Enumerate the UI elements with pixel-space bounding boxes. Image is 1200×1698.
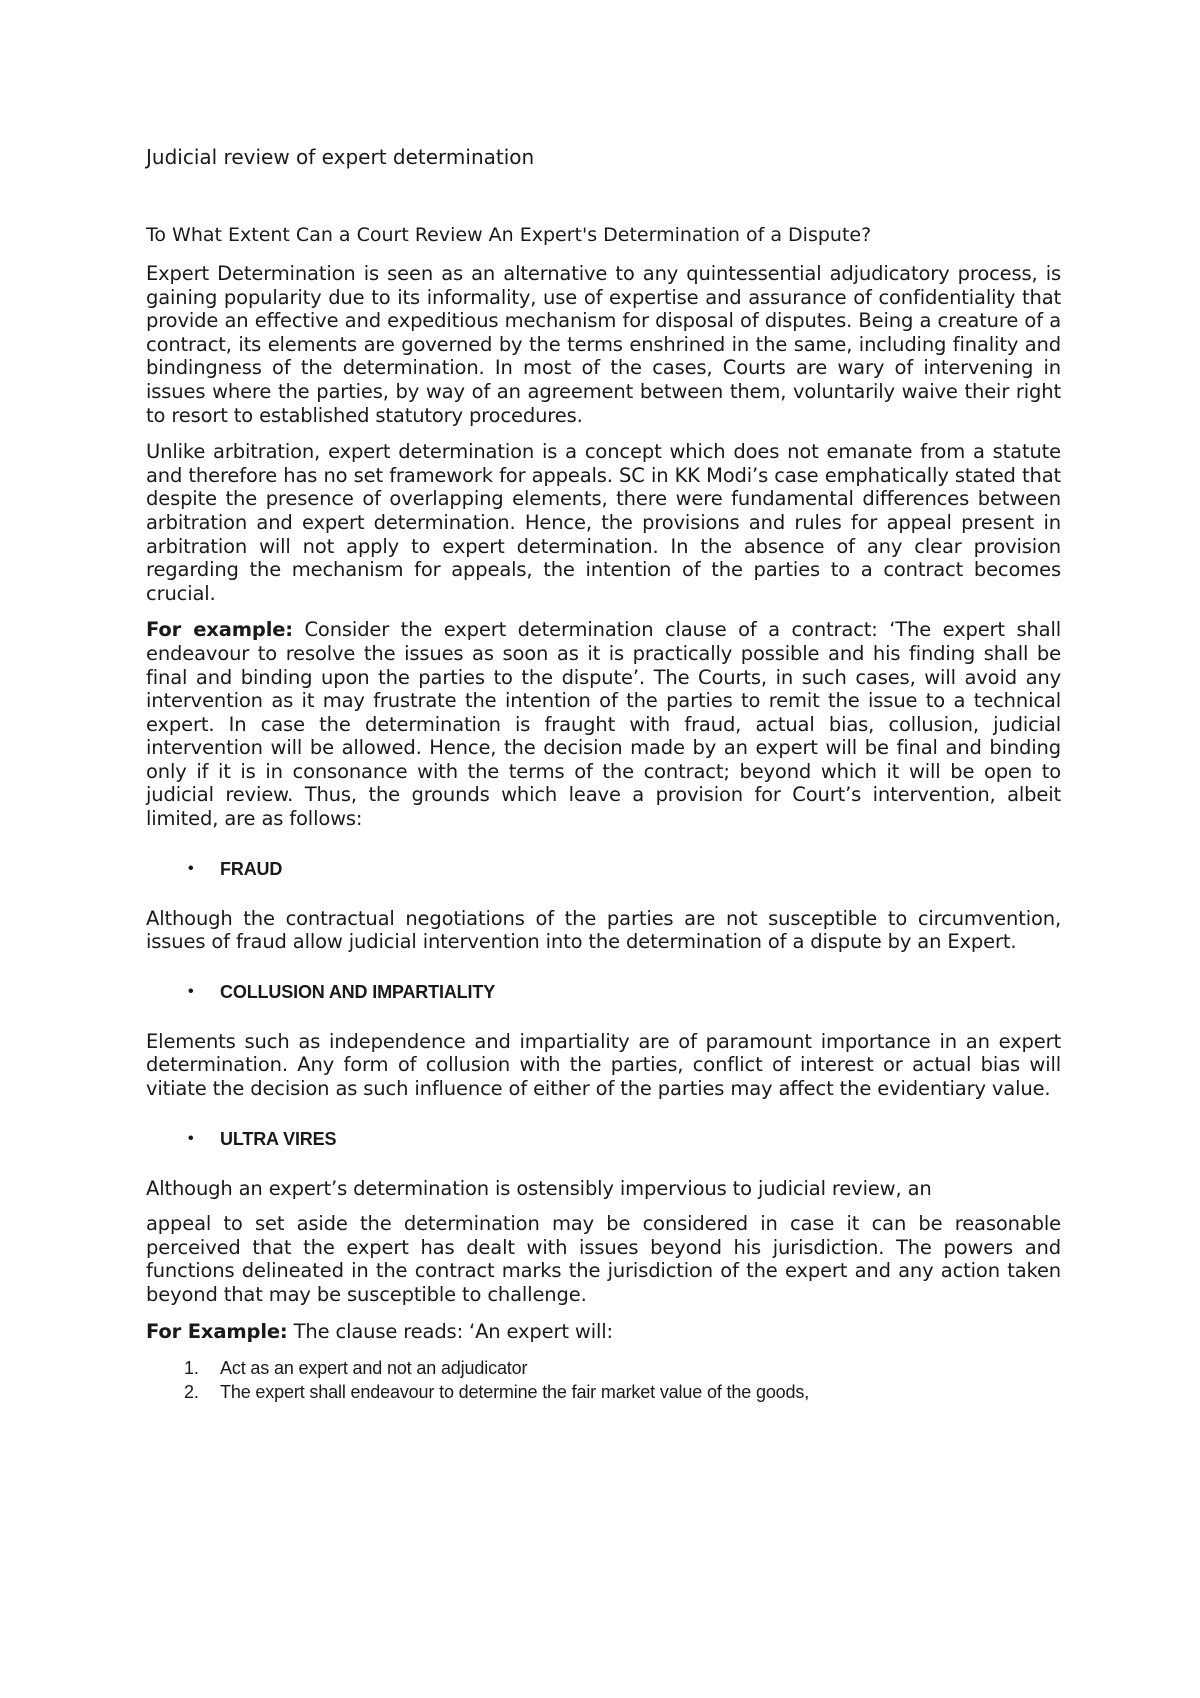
paragraph-fraud: Although the contractual negotiations of the parties are not susceptible to circumvention, issues of fraud allow judicial intervention into the determination of a dispute by an Expert. <box>146 906 1061 954</box>
bullet-collusion-label: COLLUSION AND IMPARTIALITY <box>220 981 496 1002</box>
bullet-collusion <box>146 980 1061 1004</box>
clause-lead: For Example: <box>146 1319 288 1343</box>
document-subtitle: To What Extent Can a Court Review An Expert's Determination of a Dispute? <box>146 224 872 246</box>
list-item <box>146 1356 1061 1380</box>
bullet-dot: • <box>188 859 194 877</box>
bullet-ultra-vires <box>146 1127 1061 1151</box>
bullet-fraud-label: FRAUD <box>220 858 283 879</box>
list-item-text: The expert shall endeavour to determine the fair market value of the goods, <box>220 1382 810 1403</box>
bullet-ultra-vires-label: ULTRA VIRES <box>220 1128 337 1149</box>
paragraph-clause <box>146 1320 1061 1344</box>
document-title: Judicial review of expert determination <box>146 145 535 169</box>
document-body <box>146 262 1061 1404</box>
paragraph-intro: Expert Determination is seen as an alternative to any quintessential adjudicatory process, is gaining popularity due to its informality, use of expertise and assurance of confidentiality that provide an effective and expeditious mechanism for disposal of disputes. Being a creature of a contract, its elements are governed by the terms enshrined in the same, including finality and bindingness of the determination. In most of the cases, Courts are wary of intervening in issues where the parties, by way of an agreement between them, voluntarily waive their right to resort to established statutory procedures. <box>146 262 1061 427</box>
list-item-number: 1. <box>184 1358 199 1379</box>
example-lead: For example: <box>146 618 293 642</box>
paragraph-ultra-vires: appeal to set aside the determination may be considered in case it can be reasonable perceived that the expert has dealt with issues beyond his jurisdiction. The powers and functions delineated in the contract marks the jurisdiction of the expert and any action taken beyond that may be susceptible to challenge. <box>146 1212 1061 1306</box>
list-item-text: Act as an expert and not an adjudicator <box>220 1358 528 1379</box>
paragraph-collusion: Elements such as independence and impartiality are of paramount importance in an expert determination. Any form of collusion with the parties, conflict of interest or actual bias will vitiate the decision as such influence of either of the parties may affect the evidentiary value. <box>146 1029 1061 1101</box>
paragraph-arbitration: Unlike arbitration, expert determination is a concept which does not emanate from a statute and therefore has no set framework for appeals. SC in KK Modi’s case emphatically stated that despite the presence of overlapping elements, there were fundamental differences between arbitration and expert determination. Hence, the provisions and rules for appeal present in arbitration will not apply to expert determination. In the absence of any clear provision regarding the mechanism for appeals, the intention of the parties to a contract becomes crucial. <box>146 440 1061 605</box>
paragraph-example <box>146 618 1061 830</box>
example-text: Consider the expert determination clause of a contract: ‘The expert shall endeavour to resolve the issues as soon as it is practically possible and his finding shall be final and binding upon the parties to the dispute’. The Courts, in such cases, will avoid any intervention as it may frustrate the intention of the parties to remit the issue to a technical expert. In case the determination is fraught with fraud, actual bias, collusion, judicial intervention will be allowed. Hence, the decision made by an expert will be final and binding only if it is in consonance with the terms of the contract; beyond which it will be open to judicial review. Thus, the grounds which leave a provision for Court’s intervention, albeit limited, are as follows: <box>146 618 1061 831</box>
list-item <box>146 1380 1061 1404</box>
paragraph-ultra-vires-intro: Although an expert’s determination is ostensibly impervious to judicial review, an <box>146 1176 932 1200</box>
clause-text: The clause reads: ‘An expert will: <box>287 1319 613 1343</box>
bullet-dot: • <box>188 1129 194 1147</box>
list-item-number: 2. <box>184 1382 199 1403</box>
bullet-dot: • <box>188 982 194 1000</box>
numbered-list <box>146 1356 1061 1404</box>
bullet-fraud <box>146 857 1061 881</box>
